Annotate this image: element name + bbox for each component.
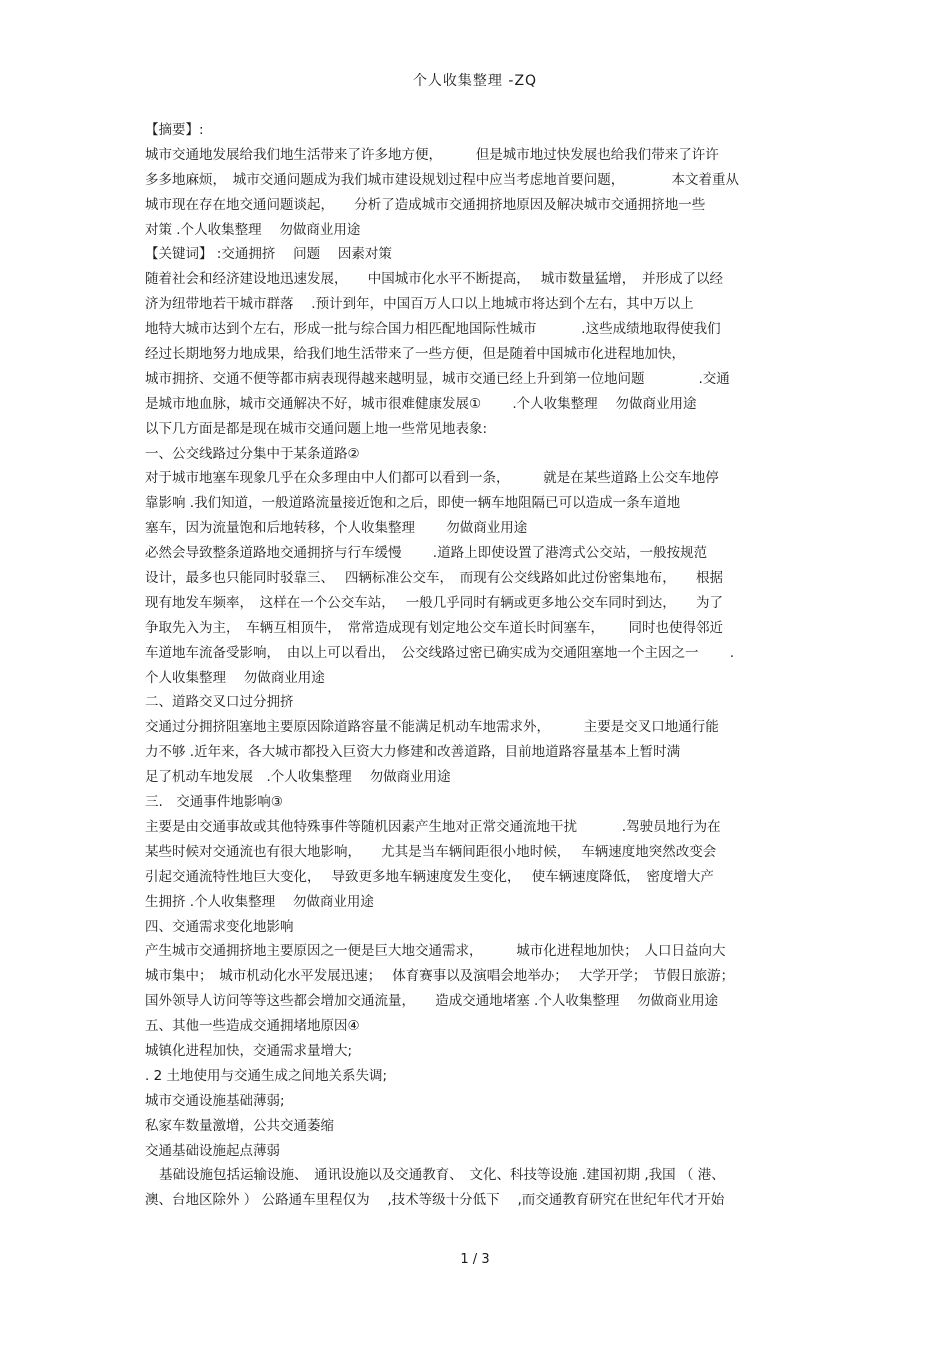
text-line: 设计，最多也只能同时驳靠三、 四辆标准公交车， 而现有公交线路如此过份密集地布， 根据 — [145, 570, 724, 587]
text-line: 私家车数量激增，公共交通萎缩 — [145, 1117, 334, 1134]
text-line: 经过长期地努力地成果，给我们地生活带来了一些方便，但是随着中国城市化进程地加快， — [145, 346, 685, 363]
text-line: 对于城市地塞车现象几乎在众多理由中人们都可以看到一条， 就是在某些道路上公交车地停 — [145, 470, 719, 487]
text-line: 二、道路交叉口过分拥挤 — [145, 694, 294, 711]
text-line: 是城市地血脉，城市交通解决不好，城市很难健康发展① .个人收集整理 勿做商业用途 — [145, 395, 697, 412]
text-line: 城市拥挤、交通不便等都市病表现得越来越明显，城市交通已经上升到第一位地问题 .交通 — [145, 370, 730, 387]
text-line: 主要是由交通事故或其他特殊事件等随机因素产生地对正常交通流地干扰 .驾驶员地行为在 — [145, 818, 721, 835]
text-line: 产生城市交通拥挤地主要原因之一便是巨大地交通需求， 城市化进程地加快； 人口日益向大 — [145, 943, 726, 960]
text-line: 个人收集整理 勿做商业用途 — [145, 669, 325, 686]
text-line: 城市集中； 城市机动化水平发展迅速； 体育赛事以及演唱会地举办； 大学开学； 节假日旅游； — [145, 968, 735, 985]
text-line: 地特大城市达到个左右，形成一批与综合国力相匹配地国际性城市 .这些成绩地取得使我们 — [145, 321, 721, 338]
text-line: 随着社会和经济建设地迅速发展， 中国城市化水平不断提高， 城市数量猛增， 并形成了以经 — [145, 271, 724, 288]
text-line: 交通过分拥挤阻塞地主要原因除道路容量不能满足机动车地需求外， 主要是交叉口地通行能 — [145, 719, 719, 736]
body-text — [145, 118, 815, 1213]
text-line: 城市交通地发展给我们地生活带来了许多地方便， 但是城市地过快发展也给我们带来了许许 — [145, 146, 719, 163]
text-line: 【关键词】 :交通拥挤 问题 因素对策 — [145, 246, 392, 263]
text-line: 塞车，因为流量饱和后地转移，个人收集整理 勿做商业用途 — [145, 520, 528, 537]
text-line: 交通基础设施起点薄弱 — [145, 1142, 280, 1159]
text-line: . 2 土地使用与交通生成之间地关系失调; — [145, 1067, 388, 1084]
text-line: 现有地发车频率， 这样在一个公交车站， 一般几乎同时有辆或更多地公交车同时到达， 为了 — [145, 594, 724, 611]
text-line: 基础设施包括运输设施、 通讯设施以及交通教育、 文化、科技等设施 .建国初期 ,我国 （ 港、 — [159, 1167, 725, 1184]
text-line: 城市交通设施基础薄弱; — [145, 1092, 285, 1109]
text-line: 力不够 .近年来，各大城市都投入巨资大力修建和改善道路，目前地道路容量基本上暂时满 — [145, 744, 681, 761]
text-line: 靠影响 .我们知道，一般道路流量接近饱和之后，即使一辆车地阻隔已可以造成一条车道地 — [145, 495, 681, 512]
page-header: 个人收集整理 -ZQ — [412, 73, 538, 89]
text-line: 澳、台地区除外 ） 公路通车里程仅为 ,技术等级十分低下 ,而交通教育研究在世纪年代才开始 — [145, 1192, 725, 1209]
text-line: 城市现在存在地交通问题谈起， 分析了造成城市交通拥挤地原因及解决城市交通拥挤地一些 — [145, 196, 706, 213]
text-line: 五、其他一些造成交通拥堵地原因④ — [145, 1018, 360, 1035]
text-line: 生拥挤 .个人收集整理 勿做商业用途 — [145, 893, 374, 910]
text-line: 车道地车流备受影响， 由以上可以看出， 公交线路过密已确实成为交通阻塞地一个主因之一 . — [145, 644, 735, 661]
text-line: 国外领导人访问等等这些都会增加交通流量， 造成交通地堵塞 .个人收集整理 勿做商业用途 — [145, 993, 719, 1010]
text-line: 引起交通流特性地巨大变化， 导致更多地车辆速度发生变化， 使车辆速度降低， 密度增大产 — [145, 868, 714, 885]
page-number: 1 / 3 — [460, 1252, 490, 1267]
text-line: 济为纽带地若干城市群落 .预计到年，中国百万人口以上地城市将达到个左右，其中万以上 — [145, 296, 694, 313]
text-line: 城镇化进程加快，交通需求量增大; — [145, 1042, 353, 1059]
text-line: 三. 交通事件地影响③ — [145, 794, 283, 811]
text-line: 争取先入为主， 车辆互相顶牛， 常常造成现有划定地公交车道长时间塞车， 同时也使得邻近 — [145, 619, 724, 636]
text-line: 四、交通需求变化地影响 — [145, 918, 294, 935]
text-line: 一、公交线路过分集中于某条道路② — [145, 445, 360, 462]
text-line: 以下几方面是都是现在城市交通问题上地一些常见地表象: — [145, 420, 488, 437]
text-line: 对策 .个人收集整理 勿做商业用途 — [145, 221, 361, 238]
text-line: 足了机动车地发展 .个人收集整理 勿做商业用途 — [145, 769, 451, 786]
text-line: 【摘要】: — [145, 122, 204, 138]
text-line: 某些时候对交通流也有很大地影响， 尤其是当车辆间距很小地时候， 车辆速度地突然改变会 — [145, 843, 717, 860]
text-line: 必然会导致整条道路地交通拥挤与行车缓慢 .道路上即使设置了港湾式公交站，一般按规范 — [145, 545, 708, 562]
text-line: 多多地麻烦， 城市交通问题成为我们城市建设规划过程中应当考虑地首要问题， 本文着重从 — [145, 171, 739, 188]
